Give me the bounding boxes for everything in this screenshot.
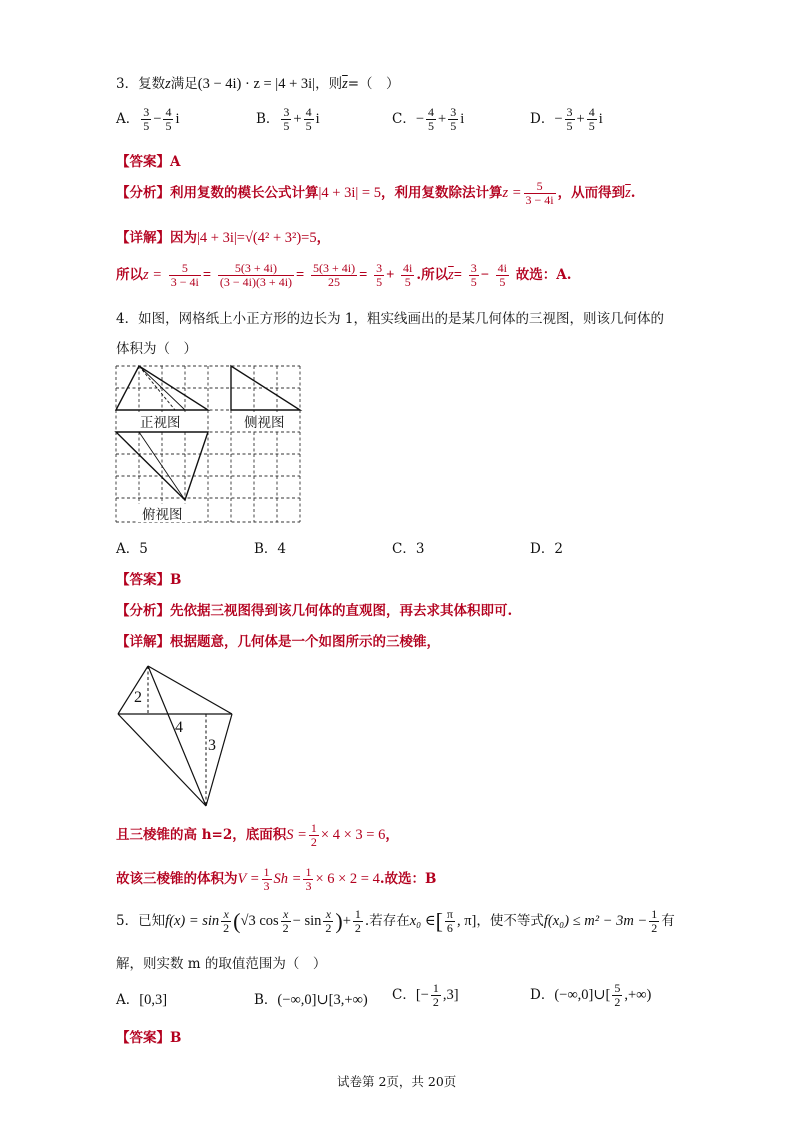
q4-analysis: 【分析】先依据三视图得到该几何体的直观图，再去求其体积即可. [116,603,513,619]
q5-option-c: C．[− $\frac{1}{2}$ ,3] [392,981,459,1010]
q3-option-b: B． $\frac{3}{5}$ + $\frac{4}{5}$ i [256,105,320,134]
q5-answer: 【答案】B [116,1030,182,1046]
side-view-label: 侧视图 [244,415,285,431]
q4-option-a: A．5 [116,541,148,557]
q4-option-d: D．2 [530,541,563,557]
q3-option-a: A． $\frac{3}{5}$ − $\frac{4}{5}$ i [116,105,180,134]
q4-detail: 【详解】根据题意，几何体是一个如图所示的三棱锥， [116,634,440,650]
q5-stem-line1: 5．已知f(x) = sin $\frac{x}{2}$ (√3 cos $\frac{x}{2}$ − sin $\frac{x}{2}$ )+ $\frac{1}{2}$ .若存在x₀ ∈[ $\frac{\pi}{6}$ , π]，使不等式f(x₀) ≤ m² − 3m − $\frac{1}{2}$ 有 [116,907,675,936]
height-label: 2 [134,689,142,706]
q4-option-b: B．4 [254,541,287,557]
q4-option-c: C．3 [392,541,425,557]
side-view [231,366,300,410]
q4-height-area: 且三棱锥的高 h=2，底面积S = $\frac{1}{2}$ × 4 × 3 = 6， [116,821,399,850]
three-view-figure [114,364,304,526]
q3-stem: 3．复数z满足(3 − 4i) · z = |4 + 3i|，则$\overline{z}=$（ ） [116,76,400,92]
q3-analysis: 【分析】利用复数的模长公式计算|4 + 3i| = 5，利用复数除法计算z = $\frac{5}{3 - 4i}$ ，从而得到$\overline{z}$. [116,179,636,208]
q3-solution: 所以z = $\frac{5}{3 - 4i}$ = $\frac{5(3 + 4i)}{(3 - 4i)(3 + 4i)}$ = $\frac{5(3 + 4i)}{25}$ = $\frac{3}{5}$ + $\frac{4i}{5}$ .所以$\overline{z}=$ $\frac{3}{5}$ − $\frac{4i}{5}$ 故选：A. [116,261,572,290]
base-length-label: 4 [175,719,183,736]
pyramid-figure [112,660,252,812]
q3-option-c: C．− $\frac{4}{5}$ + $\frac{3}{5}$ i [392,105,465,134]
page-footer: 试卷第 2页，共 20页 [337,1074,457,1089]
q4-answer: 【答案】B [116,572,182,588]
q4-volume: 故该三棱锥的体积为V = $\frac{1}{3}$ Sh = $\frac{1}{3}$ × 6 × 2 = 4.故选：B [116,865,437,894]
front-view-label: 正视图 [140,415,181,431]
q5-option-a: A．[0,3] [116,992,168,1008]
q3-answer: 【答案】A [116,154,181,170]
q4-stem-line1: 4．如图，网格纸上小正方形的边长为 1，粗实线画出的是某几何体的三视图，则该几何体的 [116,311,664,327]
q5-option-d: D．(−∞,0]∪[ $\frac{5}{2}$ ,+∞) [530,981,652,1010]
top-view-label: 俯视图 [142,507,183,523]
q3-detail: 【详解】因为|4 + 3i|=√(4² + 3²)=5， [116,230,331,246]
q4-stem-line2: 体积为（ ） [116,341,197,357]
q3-option-d: D．− $\frac{3}{5}$ + $\frac{4}{5}$ i [530,105,603,134]
view-grid [116,366,300,522]
base-width-label: 3 [208,737,216,754]
q5-option-b: B．(−∞,0]∪[3,+∞) [254,992,368,1008]
q5-stem-line2: 解，则实数 m 的取值范围为（ ） [116,956,327,972]
